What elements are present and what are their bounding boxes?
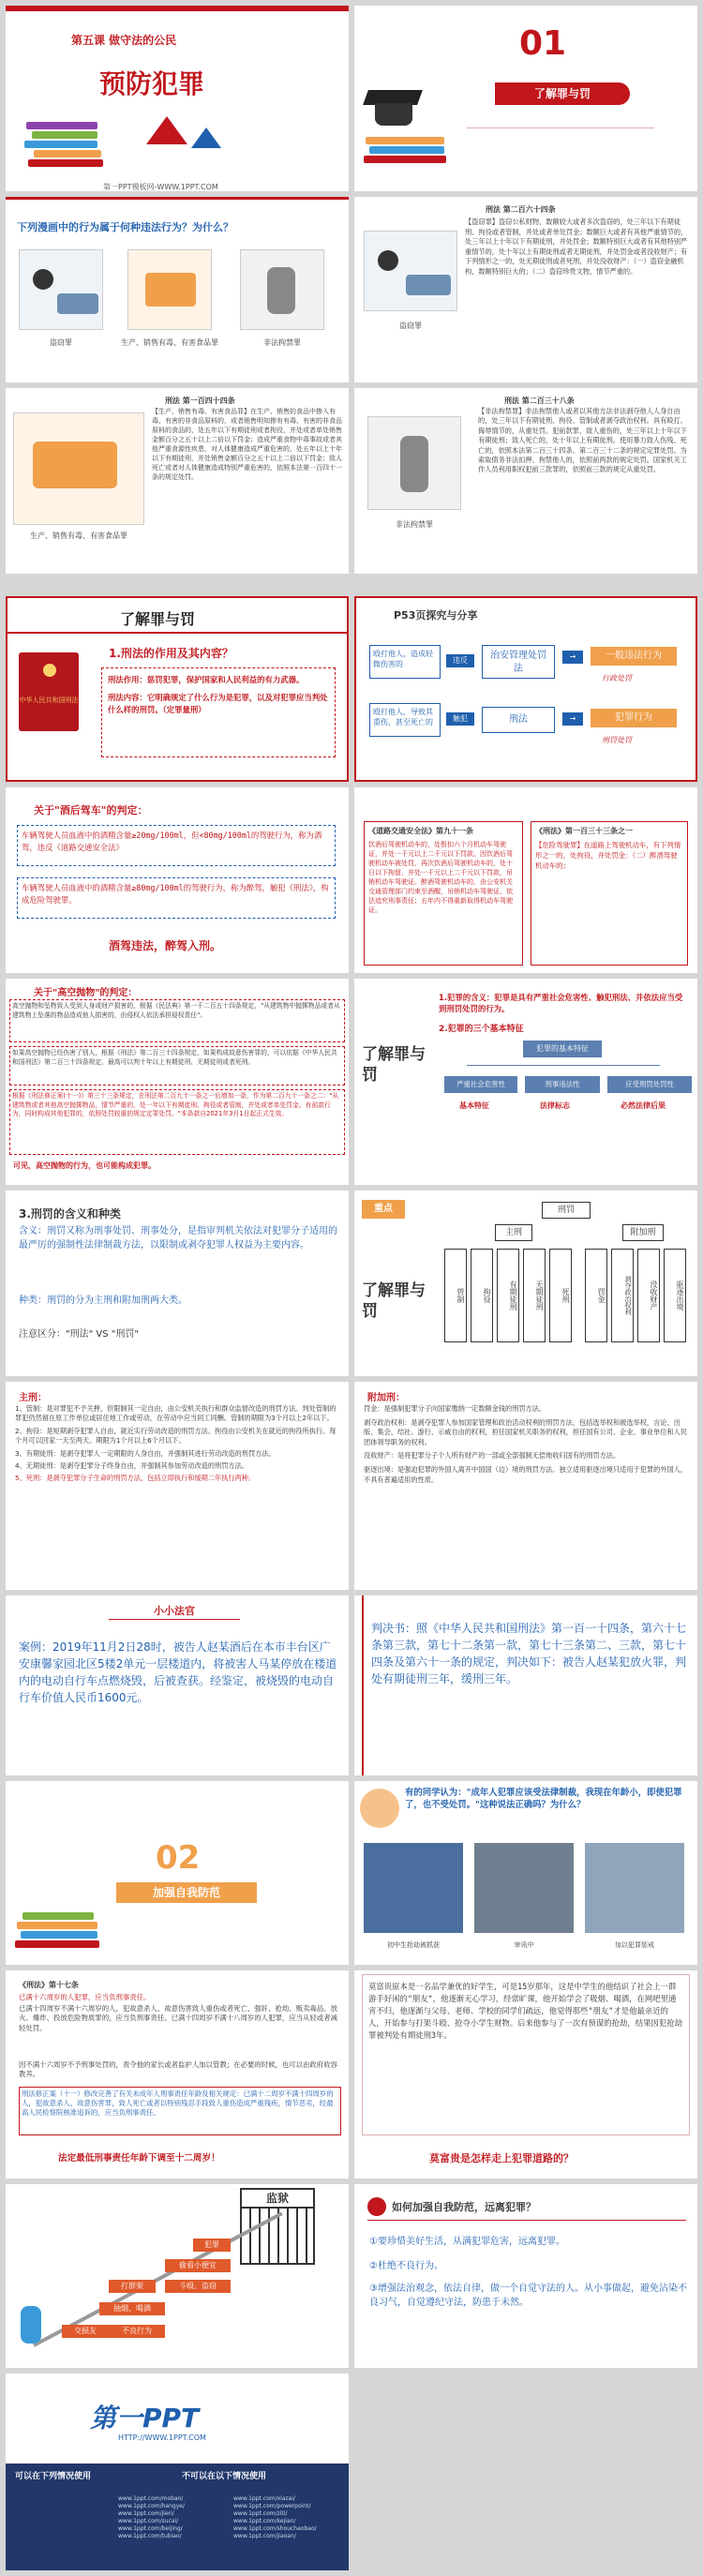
traffic-law-card (364, 821, 523, 966)
section-label: 了解罪与罚 (495, 82, 630, 105)
food-cartoon (127, 249, 212, 330)
caption: 审讯中 (514, 1941, 534, 1949)
features-heading: 2.犯罪的三个基本特征 (439, 1025, 524, 1034)
features-root: 犯罪的基本特征 (523, 1041, 602, 1057)
article-p1: 已满十六周岁的人犯罪，应当负刑事责任。 (19, 1993, 151, 2001)
criminal-law-box: 如果高空抛物已经伤害了别人，根据《刑法》第二百三十四条规定，如果构成故意伤害罪的，可以依据《中华人民共和国刑法》第二百三十四条规定，最高可以判十年以上有期徒刑、无期徒刑或者死刑。 (9, 1046, 345, 1086)
lesson-label: 第五课 做守法的公民 (71, 34, 177, 47)
step-steal: 斗殴、盗窃 (165, 2280, 231, 2293)
link[interactable]: www.1ppt.com/ziti/ (233, 2510, 288, 2517)
student-figure (21, 2306, 41, 2344)
slide-food-law[interactable] (6, 388, 349, 574)
conclusion: 法定最低刑事责任年龄下调至十二周岁！ (58, 2153, 220, 2164)
allowed-heading: 可以在下列情况使用 (15, 2472, 92, 2481)
slide-heading: 了解罪与罚 (362, 1045, 426, 1085)
crime-tag: 犯罪行为 (591, 709, 677, 727)
key-point-tag: 重点 (362, 1200, 405, 1219)
caption-food: 生产、销售有毒、有害食品罪 (121, 338, 218, 347)
slide-heading: 关于"酒后驾车"的判定： (34, 804, 148, 816)
case-box-minor: 殴打他人，造成轻微伤害的 (369, 645, 441, 679)
list-item: 5、死刑：是剥夺犯罪分子生命的刑罚方法，包括立即执行和缓期二年执行两种。 (15, 1474, 256, 1483)
summary-slogan: 酒驾违法，醉驾入刑。 (109, 939, 222, 952)
leaf-detention: 拘役 (471, 1249, 493, 1342)
law-heading: 刑法 第二百六十四条 (486, 205, 556, 214)
slide-penalty-types[interactable] (6, 1191, 349, 1376)
slide-question: 如何加强自我防范，远离犯罪？ (392, 2201, 536, 2213)
slide-theft-law[interactable] (354, 197, 697, 382)
slide-story[interactable] (354, 1970, 697, 2179)
slide-criminal-law-role[interactable] (6, 596, 349, 782)
caption-detention: 非法拘禁罪 (396, 520, 433, 529)
empty-cell (354, 2374, 697, 2570)
book-stack-illustration (364, 127, 448, 169)
caption-theft: 盗窃罪 (50, 338, 72, 347)
caption-food: 生产、销售有毒、有害食品罪 (30, 532, 127, 540)
list-item: 2、拘役：是短期剥夺犯罪人自由，就近实行劳动改造的刑罚方法。拘役由公安机关在就近的拘役所执行。每个月可以回家一天至两天。期限为1个月以上6个月以下。 (15, 1426, 337, 1445)
book-stack-illustration (22, 114, 105, 180)
penalty-list (364, 1404, 690, 1489)
card-body: 饮酒后驾驶机动车的，处暂扣六个月机动车驾驶证，并处一千元以上二千元以下罚款。因饮酒后驾驶机动车被处罚，再次饮酒后驾驶机动车的，处十日以下拘留，并处一千元以上二千元以下罚款，吊销机动车驾驶证。醉酒驾驶机动车的，由公安机关交通管理部门约束至酒醒，吊销机动车驾驶证，依法追究刑事责任；五年内不得重新取得机动车驾驶证。 (368, 841, 513, 914)
theft-cartoon (19, 249, 103, 330)
step-petty: 偷看小便宜 (165, 2259, 231, 2272)
slide-title[interactable] (6, 6, 349, 191)
link[interactable]: www.1ppt.com/sucai/ (118, 2518, 179, 2524)
slide-heading: 了解罪与罚 (362, 1281, 426, 1321)
case-text: 案例：2019年11月2日28时，被告人赵某酒后在本市丰台区广安康馨家园北区5楼2单元一层楼道内，将被害人马某停放在楼道内的电动自行车点燃烧毁，后被查获。经鉴定，被烧毁的电动自行车价值人民币1600元。 (19, 1640, 337, 1704)
divider (467, 127, 654, 128)
drunk-driving-rule: 车辆驾驶人员血液中的酒精含量≥80mg/100ml的驾驶行为，称为醉驾，触犯《刑法》，构成危险驾驶罪。 (17, 877, 336, 919)
link[interactable]: www.1ppt.com/hangye/ (118, 2503, 185, 2509)
list-item: 剥夺政治权利：是剥夺犯罪人参加国家管理和政治活动权利的刑罚方法，包括选举权和被选举权，言论、出版、集会、结社、游行、示威自由的权利，担任国家机关职务的权利，担任国有公司、企业、事业单位和人民团体领导职务的权利。 (364, 1417, 688, 1446)
answer-3: ③增强法治观念，依法自律，做一个自觉守法的人。从小事做起，避免沾染不良习气，自觉遵纪守法，防患于未然。 (369, 2284, 687, 2308)
theft-cartoon (364, 231, 457, 311)
link[interactable]: www.1ppt.com/jiaoan/ (233, 2533, 296, 2539)
leaf-deprive-rights: 剥夺政治权利 (611, 1249, 634, 1342)
break-label: 触犯 (446, 712, 474, 726)
leaf-control: 管制 (444, 1249, 467, 1342)
caption: 加以犯罪惩戒 (615, 1941, 654, 1949)
section-number: 01 (519, 24, 567, 63)
feature-harm: 严重社会危害性 (444, 1076, 517, 1093)
slide-verdict[interactable] (354, 1595, 697, 1775)
extra-penalty-node: 附加刑 (622, 1224, 664, 1241)
criminal-penalty: 刑罚处罚 (602, 736, 632, 744)
brand-url[interactable]: HTTP://WWW.1PPT.COM (118, 2434, 206, 2442)
slide-section-01[interactable] (354, 6, 697, 191)
slide-end-credits[interactable] (6, 2374, 349, 2570)
student-avatar (360, 1789, 399, 1828)
slide-heading: 小小法官 (109, 1603, 240, 1620)
slide-traffic-law[interactable] (354, 787, 697, 973)
leaf-death: 死刑 (549, 1249, 572, 1342)
leaf-life: 无期徒刑 (523, 1249, 546, 1342)
link[interactable]: www.1ppt.com/beijing/ (118, 2525, 183, 2532)
grad-cap-base (375, 103, 412, 126)
main-penalty-node: 主刑 (495, 1224, 532, 1241)
prison-sign: 监狱 (240, 2188, 315, 2209)
slide-high-throw[interactable] (6, 979, 349, 1185)
drink-driving-rule: 车辆驾驶人员血液中的酒精含量≥20mg/100ml，但<80mg/100ml的驾驶行为，称为酒驾，违反《道路交通安全法》 (17, 825, 336, 866)
slide-heading: 主刑： (19, 1393, 47, 1403)
link[interactable]: www.1ppt.com/powerpoint/ (233, 2503, 311, 2509)
article-p3: 因不满十六周岁不予刑事处罚的，责令他的家长或者监护人加以管教；在必要的时候，也可以由政府收容教养。 (19, 2060, 337, 2079)
photo-arrested (364, 1843, 463, 1933)
step-bad-behavior: 不良行为 (109, 2325, 165, 2338)
step-fight: 打群架 (109, 2280, 156, 2293)
slide-self-protection[interactable] (354, 2184, 697, 2368)
law-box-criminal: 刑法 (482, 707, 555, 733)
penalty-list (15, 1404, 341, 1487)
penalty-kinds: 种类：刑罚的分为主刑和附加刑两大类。 (19, 1295, 187, 1306)
question-text: 下列漫画中的行为属于何种违法行为？为什么？ (17, 221, 233, 233)
law-body: 【生产、销售有毒、有害食品罪】在生产、销售的食品中掺入有毒、有害的非食品原料的，或者销售明知掺有有毒、有害的非食品原料的食品的，处五年以下有期徒刑或者拘役，并处或者单处销售金额百分之五十以上二倍以下罚金；造成严重食物中毒事故或者其他严重食源性疾患，对人体健康造成严重危害的，处五年以上十年以下有期徒刑，并处销售金额百分之五十以上二倍以下罚金；致人死亡或者对人体健康造成特别严重危害的，依照本法第一百四十一条的规定处罚。 (152, 408, 342, 481)
law-book-badge: 中华人民共和国刑法 (19, 652, 79, 731)
caption-theft: 盗窃罪 (399, 322, 422, 330)
admin-penalty: 行政处罚 (602, 674, 632, 682)
conclusion: 可见，高空抛物的行为，也可能构成犯罪。 (13, 1161, 156, 1170)
leaf-fine: 罚金 (585, 1249, 607, 1342)
emblem-icon (43, 664, 56, 677)
opinion-question: 有的同学认为："成年人犯罪应该受法律制裁，我现在年龄小，即使犯罪了，也不受处罚。"这种说法正确吗？为什么？ (405, 1788, 682, 1810)
site-watermark: 第一PPT模板网-WWW.1PPT.COM (103, 183, 218, 191)
slide-title-text: 预防犯罪 (99, 68, 205, 99)
slide-main-penalties[interactable] (6, 1382, 349, 1590)
feature-harm-note: 基本特征 (459, 1101, 489, 1110)
feature-illegal-note: 法律标志 (540, 1101, 570, 1110)
article-heading: 《刑法》第十七条 (19, 1981, 79, 1989)
resource-links (118, 2495, 343, 2540)
divider (7, 632, 347, 634)
tree-line (467, 1065, 660, 1066)
law-body: 【盗窃罪】盗窃公私财物，数额较大或者多次盗窃的，处三年以下有期徒刑、拘役或者管制，并处或者单处罚金；数额巨大或者有其他严重情节的，处三年以上十年以下有期徒刑，并处罚金；数额特别巨大或者有其他特别严重情节的，处十年以上有期徒刑或者无期徒刑，并处罚金或者没收财产；有下列情形之一的，处无期徒刑或者死刑，并处没收财产：（一）盗窃金融机构，数额特别巨大的；（二）盗窃珍贵文物，情节严重的。 (465, 217, 688, 276)
leaf-deportation: 驱逐出境 (664, 1249, 686, 1342)
law-body: 【非法拘禁罪】非法拘禁他人或者以其他方法非法剥夺他人人身自由的，处三年以下有期徒刑、拘役、管制或者剥夺政治权利。具有殴打、侮辱情节的，从重处罚。犯前款罪，致人重伤的，处三年以上十年以下有期徒刑；致人死亡的，处十年以上有期徒刑。使用暴力致人伤残、死亡的，依照本法第二百三十四条、第二百三十二条的规定定罪处罚。为索取债务非法扣押、拘禁他人的，依照前两款的规定处罚。国家机关工作人员利用职权犯前三款罪的，依照前三款的规定从重处罚。 (478, 407, 687, 474)
general-violation-tag: 一般违法行为 (591, 647, 677, 666)
top-bar (6, 6, 349, 11)
photo-interrogation (474, 1843, 574, 1933)
story-text: 莫富贵原本是一名品学兼优的好学生，可是15岁那年，这是中学生的他结识了社会上一群游手好闲的"朋友"，他逐渐无心学习，经常旷课，他开始学会了吸烟、喝酒，在网吧里通宵不归，他逐渐与父母、老师、学校的同学们疏远，他觉得那些"朋友"才是他最亲近的人，开始参与打架斗殴、抢夺小学生财物。后来他参与了一次有预谋的抢劫，结果因犯抢劫罪被判处有期徒刑3年。 (362, 1974, 690, 2135)
slide-penalty-tree[interactable] (354, 1191, 697, 1376)
distinction-note: 注意区分："刑法" VS "刑罚" (19, 1329, 139, 1340)
question-icon (367, 2197, 386, 2216)
answer-content: 刑法内容：它明确规定了什么行为是犯罪，以及对犯罪应当判处什么样的刑罚。（定罪量刑） (108, 693, 328, 714)
caption: 初中生抢劫被抓获 (387, 1941, 440, 1949)
slide-heading: 了解罪与罚 (120, 610, 196, 628)
answer-box (101, 667, 336, 757)
penalty-definition: 含义：刑罚又称为刑事处罚、刑事处分，是指审判机关依法对犯罪分子适用的最严厉的强制性法律制裁方法，以限制或剥夺犯罪人权益为主要内容。 (19, 1226, 337, 1251)
arrow-icon: → (562, 651, 583, 664)
step-bad-friends: 交损友 (62, 2325, 109, 2338)
penalty-leaves (444, 1249, 690, 1352)
not-allowed-heading: 不可以在以下情况使用 (182, 2472, 267, 2481)
list-item: 罚金：是强制犯罪分子向国家缴纳一定数额金钱的刑罚方法。 (364, 1404, 546, 1413)
book-stack-illustration (15, 1899, 105, 1955)
card-body: 【危险驾驶罪】在道路上驾驶机动车，有下列情形之一的，处拘役，并处罚金：（二）醉酒驾驶机动车的； (535, 841, 681, 870)
link[interactable]: www.1ppt.com/tubiao/ (118, 2533, 182, 2539)
leaf-fixed-term: 有期徒刑 (497, 1249, 519, 1342)
detention-cartoon (240, 249, 324, 330)
section-label: 加强自我防范 (116, 1882, 257, 1903)
list-item: 3、有期徒刑：是剥夺犯罪人一定期限的人身自由，并强制其进行劳动改造的刑罚方法。 (15, 1448, 276, 1458)
story-question: 莫富贵是怎样走上犯罪道路的？ (429, 2152, 574, 2164)
civil-code-box: 高空抛物和坠物致人受到人身或财产损害的，根据《民法典》第一千二百五十四条规定，"从建筑物中抛掷物品或者从建筑物上坠落的物品造成他人损害的，由侵权人依法承担侵权责任"。 (9, 999, 345, 1042)
card-heading: 《道路交通安全法》第九十一条 (368, 827, 473, 835)
caption-detention: 非法拘禁罪 (263, 338, 301, 347)
slide-top-bar (6, 197, 349, 200)
detention-cartoon (367, 416, 461, 510)
violate-label: 违反 (446, 654, 474, 667)
slide-article-17[interactable] (6, 1970, 349, 2179)
feature-illegal: 刑事违法性 (525, 1076, 600, 1093)
answer-2: ②杜绝不良行为。 (369, 2261, 443, 2271)
slide-heading: 3.刑罚的含义和种类 (19, 1207, 121, 1221)
link[interactable]: www.1ppt.com/xiazai/ (233, 2495, 296, 2502)
slide-road-to-crime[interactable] (6, 2184, 349, 2368)
slide-explore-share[interactable] (354, 596, 697, 782)
law-heading: 刑法 第一百四十四条 (165, 397, 235, 405)
brand-logo: 第一PPT (90, 2403, 200, 2434)
answer-role: 刑法作用：惩罚犯罪，保护国家和人民利益的有力武器。 (108, 675, 305, 684)
law-box-public: 治安管理处罚法 (482, 645, 555, 679)
criminal-law-card (531, 821, 688, 966)
slide-detention-law[interactable] (354, 388, 697, 574)
triangle-deco-icon (146, 116, 187, 144)
article-p2: 已满十四周岁不满十六周岁的人，犯故意杀人、故意伤害致人重伤或者死亡、强奸、抢劫、贩卖毒品、放火、爆炸、投放危险物质罪的，应当负刑事责任。已满十四周岁不满十八周岁的人犯罪，应当从轻或者减轻处罚。 (19, 2004, 337, 2032)
divider (367, 2220, 686, 2221)
slide-heading: P53页探究与分享 (394, 609, 478, 622)
link[interactable]: www.1ppt.com/kejian/ (233, 2518, 296, 2524)
amendment-box: 根据《刑法修正案(十一)》第三十三条规定，在刑法第二百九十一条之一后增加一条，作为第二百九十一条之二："从建筑物或者其他高空抛掷物品，情节严重的，处一年以下有期徒刑、拘役或者管制，并处或者单处罚金。有前款行为，同时构成其他犯罪的，依照处罚较重的规定定罪处罚。"本条款自2021年3月1日起正式生效。 (9, 1089, 345, 1155)
arrow-icon: → (562, 712, 583, 726)
slide-student-opinion[interactable] (354, 1781, 697, 1965)
slide-crime-features[interactable] (354, 979, 697, 1185)
link[interactable]: www.1ppt.com/jieri/ (118, 2510, 174, 2517)
section-number: 02 (156, 1839, 201, 1877)
slide-cartoon-question[interactable] (6, 197, 349, 382)
link[interactable]: www.1ppt.com/moban/ (118, 2495, 184, 2502)
triangle-deco-icon (191, 127, 221, 148)
verdict-text: 判决书：照《中华人民共和国刑法》第一百一十四条，第六十七条第三款，第七十二条第一款，第七十三条第二、三款，第七十四条及第六十一条的规定，判决如下：被告人赵某犯放火罪，判处有期徒刑三年，缓刑三年。 (371, 1622, 687, 1685)
slide-extra-penalties[interactable] (354, 1382, 697, 1590)
slide-heading: 附加刑： (367, 1393, 405, 1403)
list-item: 4、无期徒刑：是剥夺犯罪分子终身自由，并强制其参加劳动改造的刑罚方法。 (15, 1461, 248, 1471)
case-box-severe: 殴打他人，导致其重伤，甚至死亡的 (369, 703, 441, 737)
side-rule (362, 1595, 364, 1775)
slide-drunk-driving[interactable] (6, 787, 349, 973)
link[interactable]: www.1ppt.com/shouchaobao/ (233, 2525, 317, 2532)
answer-1: ①要珍惜美好生活，从满犯罪危害，远离犯罪。 (369, 2237, 565, 2247)
food-cartoon (13, 412, 144, 525)
question: 1.刑法的作用及其内容？ (109, 647, 233, 660)
law-heading: 刑法 第二百三十八条 (504, 397, 575, 405)
crime-definition: 1.犯罪的含义：犯罪是具有严重社会危害性、触犯刑法、并依法应当受到刑罚处罚的行为。 (439, 993, 683, 1013)
amendment-note: 刑法修正案（十一）修改完善了有关未成年人刑事责任年龄及相关规定：已满十二周岁不满十四周岁的人，犯故意杀人、故意伤害罪，致人死亡或者以特别残忍手段致人重伤造成严重残疾，情节恶劣，经最高人民检察院核准追诉的，应当负刑事责任。 (19, 2087, 341, 2135)
list-item: 没收财产：是将犯罪分子个人所有财产的一部或全部强制无偿地收归国有的刑罚方法。 (364, 1451, 621, 1460)
list-item: 驱逐出境：是强迫犯罪的外国人离开中国国（边）境的刑罚方法。独立适用驱逐出境只适用于犯罪的外国人，不具有普遍适用的性质。 (364, 1464, 688, 1484)
list-item: 1、管制：是对罪犯不予关押，但限制其一定自由，由公安机关执行和群众监督改造的刑罚方法。判处管制的罪犯仍然留在原工作单位或居住地工作或劳动，在劳动中应当同工同酬。管制的期限为3个月以上2年以下。 (15, 1404, 337, 1423)
photo-punishment (585, 1843, 684, 1933)
leaf-confiscation: 没收财产 (637, 1249, 660, 1342)
step-crime: 犯罪 (193, 2239, 231, 2252)
slide-section-02[interactable] (6, 1781, 349, 1965)
tree-root: 刑罚 (542, 1202, 591, 1219)
slide-little-judge[interactable] (6, 1595, 349, 1775)
card-heading: 《刑法》第一百三十三条之一 (535, 827, 633, 835)
slide-heading: 关于"高空抛物"的判定： (34, 988, 138, 998)
feature-punishable-note: 必然法律后果 (621, 1101, 666, 1110)
step-smoke: 抽烟、喝酒 (99, 2302, 165, 2315)
feature-punishable: 应受刑罚处罚性 (607, 1076, 692, 1093)
